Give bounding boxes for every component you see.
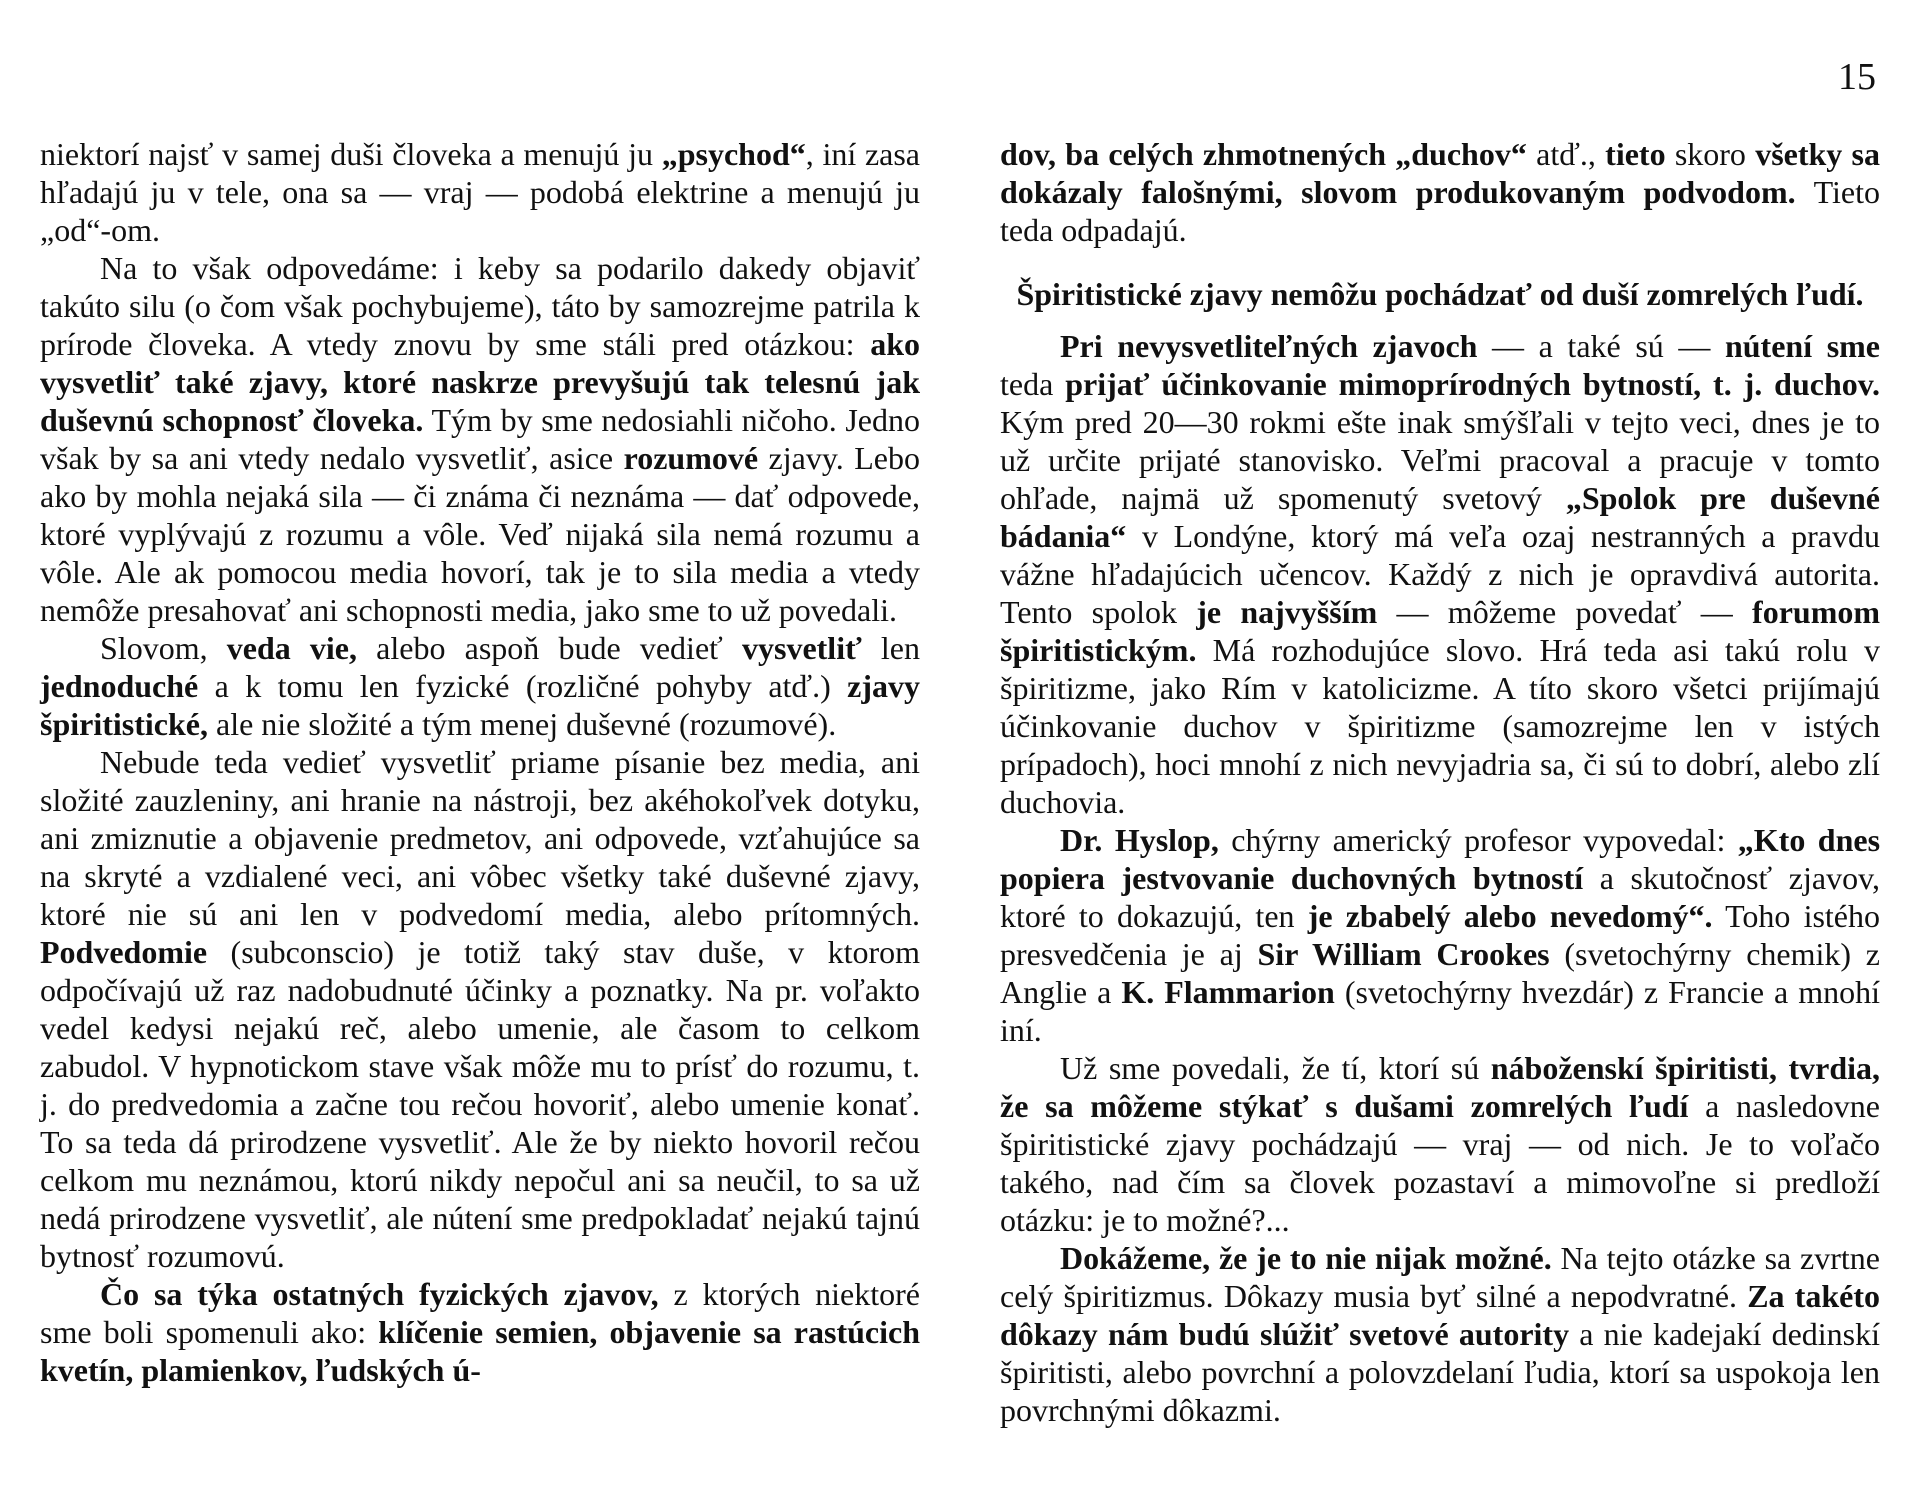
- text-run: z ktorých niektoré sme boli spomenuli ako:: [40, 1276, 921, 1350]
- text-run: chýrny americký profesor vypovedal:: [1218, 822, 1738, 858]
- text-run: v Londýne, ktorý má veľa ozaj nestranných a pravdu vážne hľadajúcich učencov. Každý z nich je opravdivá autorita. Tento spolok: [1000, 518, 1880, 630]
- paragraph: [1000, 1239, 1880, 1429]
- bold-text-run: zjavy špiritistické,: [40, 668, 920, 742]
- bold-text-run: Sir William Crookes: [1257, 936, 1550, 972]
- paragraph: [40, 743, 920, 1275]
- text-run: — a také sú —: [1477, 328, 1725, 364]
- text-run: len: [861, 630, 921, 666]
- text-run: a nasledovne špiritistické zjavy pochádzajú — vraj — od nich. Je to voľačo takého, nad čím sa človek pozastaví a mimovoľne si predloží otázku: je to možné?...: [1000, 1088, 1881, 1238]
- bold-text-run: Pri nevysvetliteľných zjavoch: [1060, 328, 1478, 364]
- bold-text-run: prijať účinkovanie mimoprírodných bytností, t. j. duchov.: [1065, 366, 1881, 402]
- bold-text-run: ako vysvetliť také zjavy, ktoré naskrze prevyšujú tak telesnú jak duševnú schopnosť človeka.: [40, 326, 920, 438]
- bold-text-run: nútení sme: [1724, 328, 1880, 364]
- bold-text-run: klíčenie semien, objavenie sa rastúcich kvetín, plamienkov, ľudských ú-: [40, 1314, 920, 1388]
- text-run: Toho istého presvedčenia je aj: [1000, 898, 1881, 972]
- bold-text-run: K. Flammarion: [1121, 974, 1335, 1010]
- text-run: a skutočnosť zjavov, ktoré to dokazujú, ten: [1000, 860, 1881, 934]
- bold-text-run: tieto: [1605, 136, 1666, 172]
- text-run: ale nie složité a tým menej duševné (rozumové).: [207, 706, 837, 742]
- paragraph: [1000, 821, 1880, 1049]
- bold-text-run: „psychod“: [661, 136, 806, 172]
- paragraph: [40, 629, 920, 743]
- bold-text-run: dov, ba celých zhmotnených „duchov“: [1000, 136, 1527, 172]
- text-run: , iní zasa hľadajú ju v tele, ona sa — vraj — podobá elektrine a menujú ju „od“-om.: [40, 136, 921, 248]
- text-run: niektorí najsť v samej duši človeka a menujú ju: [40, 136, 662, 172]
- text-run: Už sme povedali, že tí, ktorí sú: [1060, 1050, 1491, 1086]
- bold-text-run: náboženskí špiritisti, tvrdia, že sa môžeme stýkať s dušami zomrelých ľudí: [1000, 1050, 1881, 1124]
- bold-text-run: je najvyšším: [1196, 594, 1378, 630]
- text-run: Kým pred 20—30 rokmi ešte inak smýšľali v tejto veci, dnes je to už určite prijaté stanovisko. Veľmi pracoval a pracuje v tomto ohľade, najmä už spomenutý svetový: [1000, 404, 1880, 516]
- text-run: Má rozhodujúce slovo. Hrá teda asi takú rolu v špiritizme, jako Rím v katolicizme. A títo skoro všetci prijímajú účinkovanie duchov v špiritizme (samozrejme len v istých prípadoch), hoci mnohí z nich nevyjadria sa, či sú to dobrí, alebo zlí duchovia.: [1000, 632, 1880, 820]
- bold-text-run: Za takéto dôkazy nám budú slúžiť svetové autority: [1000, 1278, 1880, 1352]
- text-run: alebo aspoň bude vedieť: [357, 630, 742, 666]
- text-run: — môžeme povedať —: [1377, 594, 1753, 630]
- bold-text-run: forumom špiritistickým.: [1000, 594, 1881, 668]
- bold-text-run: je zbabelý alebo nevedomý“.: [1307, 898, 1713, 934]
- text-run: (subconscio) je totiž taký stav duše, v ktorom odpočívajú už raz nadobudnuté účinky a poznatky. Na pr. voľakto vedel kedysi nejakú reč, alebo umenie, ale časom to celkom zabudol. V hypnotickom stave však môže mu to prísť do rozumu, t. j. do predvedomia a začne tou rečou hovoriť, alebo umenie konať. To sa teda dá prirodzene vysvetliť. Ale že by niekto hovoril rečou celkom mu neznámou, ktorú nikdy nepočul ani sa neučil, to sa už nedá prirodzene vysvetliť, ale nútení sme predpokladať nejakú tajnú bytnosť rozumovú.: [40, 934, 920, 1274]
- bold-text-run: veda vie,: [226, 630, 358, 666]
- text-run: (svetochýrny chemik) z Anglie a: [1000, 936, 1880, 1010]
- section-heading: Špiritistické zjavy nemôžu pochádzať od duší zomrelých ľudí.: [1016, 276, 1864, 312]
- paragraph: [1000, 135, 1880, 249]
- text-run: Na tejto otázke sa zvrtne celý špiritizmus. Dôkazy musia byť silné a nepodvratné.: [1000, 1240, 1881, 1314]
- bold-text-run: „Kto dnes popiera jestvovanie duchovných bytností: [1000, 822, 1881, 896]
- bold-text-run: „Spolok pre duševné bádania“: [1000, 480, 1881, 554]
- text-run: Tým by sme nedosiahli ničoho. Jedno však by sa ani vtedy nedalo vysvetliť, asice: [40, 402, 921, 476]
- bold-text-run: Dokážeme, že je to nie nijak možné.: [1060, 1240, 1552, 1276]
- paragraph: [40, 135, 920, 249]
- text-run: Tieto teda odpadajú.: [1000, 174, 1881, 248]
- bold-text-run: Podvedomie: [40, 934, 208, 970]
- paragraph: [40, 249, 920, 629]
- paragraph: [1000, 1049, 1880, 1239]
- text-run: atď.,: [1526, 136, 1606, 172]
- text-run: Slovom,: [100, 630, 227, 666]
- bold-text-run: Čo sa týka ostatných fyzických zjavov,: [100, 1276, 659, 1312]
- bold-text-run: jednoduché: [40, 668, 199, 704]
- paragraph: [40, 1275, 920, 1389]
- text-run: (svetochýrny hvezdár) z Francie a mnohí iní.: [1000, 974, 1881, 1048]
- text-run: a nie kadejakí dedinskí špiritisti, alebo povrchní a polovzdelaní ľudia, ktorí sa uspokoja len povrchnými dôkazmi.: [1000, 1316, 1881, 1428]
- bold-text-run: rozumové: [623, 440, 759, 476]
- bold-text-run: všetky sa dokázaly falošnými, slovom produkovaným podvodom.: [1000, 136, 1881, 210]
- text-run: zjavy. Lebo ako by mohla nejaká sila — či známa či neznáma — dať odpovede, ktoré vyplývajú z rozumu a vôle. Veď nijaká sila nemá rozumu a vôle. Ale ak pomocou media hovorí, tak je to sila media a vtedy nemôže presahovať ani schopnosti media, jako sme to už povedali.: [40, 440, 921, 628]
- text-run: skoro: [1665, 136, 1756, 172]
- text-run: Na to však odpovedáme: i keby sa podarilo dakedy objaviť takúto silu (o čom však pochybujeme), táto by samozrejme patrila k prírode človeka. A vtedy znovu by sme stáli pred otázkou:: [40, 250, 920, 362]
- paragraph: [1000, 327, 1880, 821]
- page-number: 15: [1838, 56, 1876, 98]
- bold-text-run: vysvetliť: [741, 630, 862, 666]
- left-column: [40, 135, 920, 1389]
- right-column: [1000, 135, 1880, 1429]
- bold-text-run: Dr. Hyslop,: [1060, 822, 1219, 858]
- text-run: a k tomu len fyzické (rozličné pohyby atď.): [198, 668, 848, 704]
- text-run: Nebude teda vedieť vysvetliť priame písanie bez media, ani složité zauzleniny, ani hranie na nástroji, bez akéhokoľvek dotyku, ani zmiznutie a objavenie predmetov, ani odpovede, vzťahujúce sa na skryté a vzdialené veci, ani vôbec všetky také duševné zjavy, ktoré nie sú ani len v podvedomí media, alebo prítomných.: [40, 744, 920, 932]
- text-run: teda: [1000, 366, 1066, 402]
